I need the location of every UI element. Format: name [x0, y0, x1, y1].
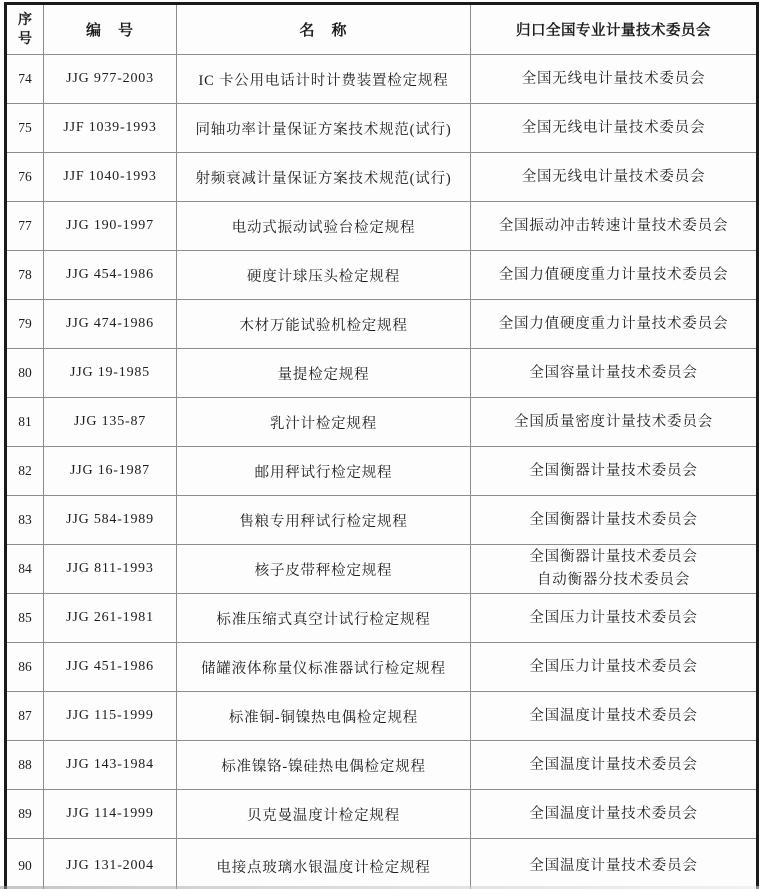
table-row: [6, 545, 758, 594]
row-index-cell: 85: [6, 594, 44, 643]
name-cell: 电接点玻璃水银温度计检定规程: [177, 839, 471, 889]
name-cell: 射频衰减计量保证方案技术规范(试行): [177, 153, 471, 202]
table-row: [6, 349, 758, 398]
name-cell: 乳汁计检定规程: [177, 398, 471, 447]
committee-line: 全国无线电计量技术委员会: [521, 119, 706, 136]
committee-line: 全国压力计量技术委员会: [529, 658, 698, 675]
code-cell: JJF 1040-1993: [44, 153, 177, 202]
code-cell: JJG 131-2004: [44, 839, 177, 889]
row-index-cell: 87: [6, 692, 44, 741]
committee-line: 全国温度计量技术委员会: [529, 805, 698, 822]
committee-cell: [471, 349, 758, 398]
committee-line: 全国衡器计量技术委员会: [529, 462, 698, 479]
name-cell: 储罐液体称量仪标准器试行检定规程: [177, 643, 471, 692]
name-cell: 电动式振动试验台检定规程: [177, 202, 471, 251]
table-row: [6, 202, 758, 251]
committee-line: 全国无线电计量技术委员会: [521, 168, 706, 185]
name-cell: 同轴功率计量保证方案技术规范(试行): [177, 104, 471, 153]
committee-line: 全国压力计量技术委员会: [529, 609, 698, 626]
name-cell: 标准压缩式真空计试行检定规程: [177, 594, 471, 643]
header-code: 编 号: [44, 4, 177, 55]
table-row: [6, 251, 758, 300]
row-index-cell: 84: [6, 545, 44, 594]
committee-cell: [471, 300, 758, 349]
code-cell: JJG 451-1986: [44, 643, 177, 692]
committee-cell: [471, 643, 758, 692]
code-cell: JJG 261-1981: [44, 594, 177, 643]
code-cell: JJG 135-87: [44, 398, 177, 447]
row-index-cell: 77: [6, 202, 44, 251]
row-index-cell: 86: [6, 643, 44, 692]
committee-line: 全国温度计量技术委员会: [529, 756, 698, 773]
committee-line: 全国温度计量技术委员会: [529, 707, 698, 724]
table-row: [6, 398, 758, 447]
header-name: 名 称: [177, 4, 471, 55]
standards-table: [4, 2, 759, 889]
committee-line: 全国质量密度计量技术委员会: [514, 413, 713, 430]
committee-cell: [471, 839, 758, 889]
header-committee: 归口全国专业计量技术委员会: [471, 4, 758, 55]
name-cell: 标准铜-铜镍热电偶检定规程: [177, 692, 471, 741]
code-cell: JJG 16-1987: [44, 447, 177, 496]
committee-cell: [471, 692, 758, 741]
committee-line: 全国衡器计量技术委员会: [529, 549, 698, 565]
committee-line: 全国力值硬度重力计量技术委员会: [498, 266, 729, 283]
table-row: [6, 496, 758, 545]
header-row: [6, 4, 758, 55]
table-row: [6, 643, 758, 692]
name-cell: 木材万能试验机检定规程: [177, 300, 471, 349]
row-index-cell: 79: [6, 300, 44, 349]
code-cell: JJG 143-1984: [44, 741, 177, 790]
code-cell: JJG 190-1997: [44, 202, 177, 251]
code-cell: JJG 811-1993: [44, 545, 177, 594]
row-index-cell: 78: [6, 251, 44, 300]
committee-line: 全国振动冲击转速计量技术委员会: [498, 217, 729, 234]
table-row: [6, 741, 758, 790]
code-cell: JJG 454-1986: [44, 251, 177, 300]
name-cell: 核子皮带秤检定规程: [177, 545, 471, 594]
code-cell: JJG 584-1989: [44, 496, 177, 545]
row-index-cell: 80: [6, 349, 44, 398]
committee-cell: [471, 594, 758, 643]
committee-cell: [471, 153, 758, 202]
committee-line: 全国无线电计量技术委员会: [521, 70, 706, 87]
header-index: [6, 4, 44, 55]
name-cell: 邮用秤试行检定规程: [177, 447, 471, 496]
row-index-cell: 83: [6, 496, 44, 545]
name-cell: 售粮专用秤试行检定规程: [177, 496, 471, 545]
committee-line: 全国容量计量技术委员会: [529, 364, 698, 381]
row-index-cell: 89: [6, 790, 44, 839]
code-cell: JJF 1039-1993: [44, 104, 177, 153]
code-cell: JJG 19-1985: [44, 349, 177, 398]
name-cell: 贝克曼温度计检定规程: [177, 790, 471, 839]
row-index-cell: 90: [6, 839, 44, 889]
table-row: [6, 153, 758, 202]
table-row: [6, 594, 758, 643]
committee-cell: [471, 545, 758, 594]
name-cell: 标准镍铬-镍硅热电偶检定规程: [177, 741, 471, 790]
committee-cell: [471, 251, 758, 300]
table-row: [6, 839, 758, 889]
committee-cell: [471, 104, 758, 153]
row-index-cell: 82: [6, 447, 44, 496]
header-index-line2: 号: [18, 31, 32, 47]
table-row: [6, 692, 758, 741]
committee-line: 全国力值硬度重力计量技术委员会: [498, 315, 729, 332]
table-row: [6, 300, 758, 349]
committee-cell: [471, 55, 758, 104]
table-body: [6, 55, 758, 889]
committee-cell: [471, 741, 758, 790]
committee-line: 全国衡器计量技术委员会: [529, 511, 698, 528]
committee-cell: [471, 202, 758, 251]
committee-line: 自动衡器分技术委员会: [537, 572, 690, 588]
table-row: [6, 104, 758, 153]
committee-cell: [471, 790, 758, 839]
row-index-cell: 76: [6, 153, 44, 202]
table-row: [6, 790, 758, 839]
code-cell: JJG 977-2003: [44, 55, 177, 104]
table-row: [6, 447, 758, 496]
code-cell: JJG 474-1986: [44, 300, 177, 349]
header-index-line1: 序: [18, 12, 32, 28]
row-index-cell: 81: [6, 398, 44, 447]
code-cell: JJG 114-1999: [44, 790, 177, 839]
committee-cell: [471, 398, 758, 447]
table-row: [6, 55, 758, 104]
committee-cell: [471, 496, 758, 545]
name-cell: 量提检定规程: [177, 349, 471, 398]
name-cell: IC 卡公用电话计时计费装置检定规程: [177, 55, 471, 104]
committee-line: 全国温度计量技术委员会: [529, 857, 698, 874]
table-header: [6, 4, 758, 55]
row-index-cell: 88: [6, 741, 44, 790]
row-index-cell: 74: [6, 55, 44, 104]
committee-cell: [471, 447, 758, 496]
row-index-cell: 75: [6, 104, 44, 153]
code-cell: JJG 115-1999: [44, 692, 177, 741]
name-cell: 硬度计球压头检定规程: [177, 251, 471, 300]
